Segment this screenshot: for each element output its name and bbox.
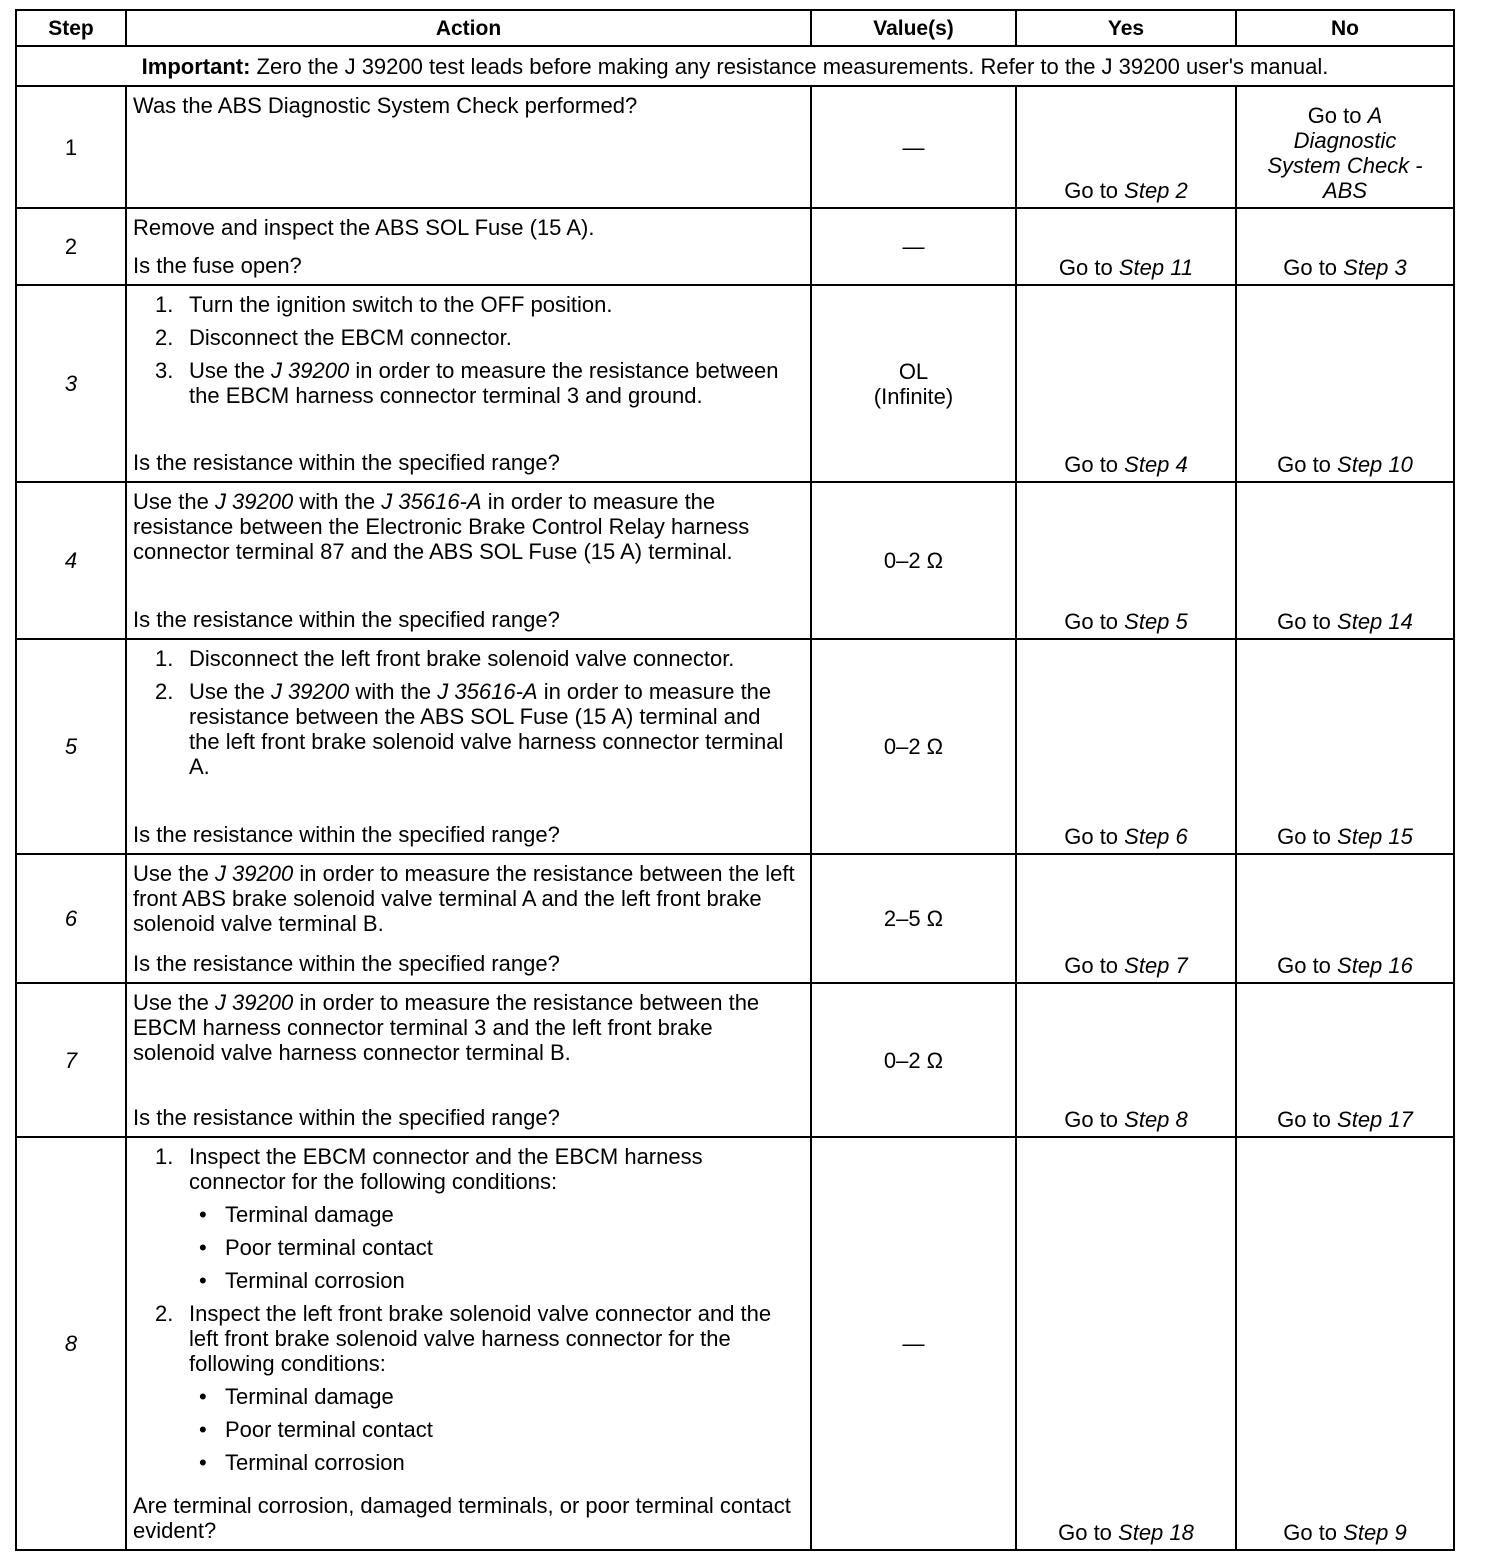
action-cell xyxy=(126,854,811,983)
step-reference: J 39200 xyxy=(270,679,350,704)
header-row xyxy=(16,10,1454,46)
value-cell xyxy=(811,983,1016,1137)
header-yes: Yes xyxy=(1016,10,1236,46)
item-text xyxy=(225,1450,405,1475)
important-note xyxy=(16,46,1454,86)
question-text xyxy=(133,1493,796,1543)
step-index: 3. xyxy=(155,358,174,383)
yes-action[interactable] xyxy=(1016,86,1236,208)
value-cell xyxy=(811,854,1016,983)
step-number: 8 xyxy=(16,1137,126,1550)
header-action: Action xyxy=(126,10,811,46)
table-row xyxy=(16,482,1454,639)
numbered-step xyxy=(155,679,796,779)
item-text xyxy=(189,679,796,779)
text-run: Is the fuse open? xyxy=(133,253,302,278)
text-run: Go to xyxy=(1064,178,1125,203)
step-reference: Step 5 xyxy=(1124,609,1188,634)
step-reference: Step 10 xyxy=(1337,452,1413,477)
step-index: 1. xyxy=(155,646,174,671)
action-content xyxy=(127,855,810,982)
step-reference: Step 18 xyxy=(1118,1520,1194,1545)
text-run: in order to measure the resistance between the left front ABS brake solenoid valve terminal A and the left front brake solenoid valve terminal B. xyxy=(133,861,795,936)
step-reference: Step 7 xyxy=(1124,953,1188,978)
step-reference: Step 2 xyxy=(1124,178,1188,203)
text-run: in order to measure the resistance between the EBCM harness connector terminal 3 and the left front brake solenoid valve harness connector terminal B. xyxy=(133,990,760,1065)
text-run: Is the resistance within the specified range? xyxy=(133,822,560,847)
bullet-item xyxy=(199,1450,796,1475)
value-cell xyxy=(811,1137,1016,1550)
value-text: OL xyxy=(898,358,929,384)
bullet-icon: • xyxy=(199,1202,207,1227)
text-run: Use the xyxy=(133,489,215,514)
action-cell xyxy=(126,86,811,208)
action-content xyxy=(127,286,810,481)
step-index: 1. xyxy=(155,292,174,317)
step-reference: J 35616-A xyxy=(381,489,482,514)
instruction-text xyxy=(133,861,796,936)
question-text xyxy=(133,253,796,278)
text-run: Go to xyxy=(1064,953,1125,978)
bullet-item xyxy=(199,1202,796,1227)
numbered-step xyxy=(155,292,796,317)
action-content xyxy=(127,640,810,853)
no-action[interactable] xyxy=(1236,854,1454,983)
question-text xyxy=(133,450,796,475)
action-content xyxy=(127,984,810,1136)
item-text xyxy=(189,325,512,350)
value-text: 0–2 Ω xyxy=(883,734,944,759)
text-run: Go to xyxy=(1058,1520,1119,1545)
item-text xyxy=(225,1417,433,1442)
important-row xyxy=(16,46,1454,86)
bullet-item xyxy=(199,1417,796,1442)
step-reference: A Diagnostic System Check - ABS xyxy=(1267,103,1423,203)
no-action[interactable] xyxy=(1236,285,1454,482)
text-run: Use the xyxy=(133,990,215,1015)
action-cell xyxy=(126,1137,811,1550)
value-text: 0–2 Ω xyxy=(883,1047,944,1073)
item-text xyxy=(189,358,796,408)
yes-action[interactable] xyxy=(1016,983,1236,1137)
text-run: Go to xyxy=(1064,609,1125,634)
step-number: 4 xyxy=(16,482,126,639)
text-run: with the xyxy=(293,489,382,514)
text-run: Was the ABS Diagnostic System Check performed? xyxy=(133,93,638,118)
step-reference: J 39200 xyxy=(214,489,294,514)
text-run: Go to xyxy=(1307,103,1368,128)
text-run: Go to xyxy=(1058,255,1119,280)
table-row xyxy=(16,285,1454,482)
instruction-text xyxy=(133,489,796,564)
table-row xyxy=(16,208,1454,285)
text-run: Remove and inspect the ABS SOL Fuse (15 A). xyxy=(133,215,595,240)
no-action[interactable] xyxy=(1236,639,1454,854)
text-run: Are terminal corrosion, damaged terminals, or poor terminal contact evident? xyxy=(133,1493,791,1543)
step-reference: Step 16 xyxy=(1337,953,1413,978)
important-label: Important: xyxy=(141,53,251,79)
bullet-icon: • xyxy=(199,1235,207,1260)
step-reference: Step 17 xyxy=(1337,1107,1413,1132)
no-action[interactable] xyxy=(1236,1137,1454,1550)
text-run: in order to measure the resistance between the EBCM harness connector terminal 3 and ground. xyxy=(189,358,779,408)
value-text: — xyxy=(902,134,925,160)
text-run: Is the resistance within the specified range? xyxy=(133,951,560,976)
no-action[interactable] xyxy=(1236,983,1454,1137)
item-text xyxy=(225,1202,394,1227)
instruction-text xyxy=(133,215,796,240)
table-row xyxy=(16,1137,1454,1550)
question-text xyxy=(133,607,796,632)
bullet-item xyxy=(199,1235,796,1260)
text-run: Terminal corrosion xyxy=(225,1450,405,1475)
header-no: No xyxy=(1236,10,1454,46)
item-text xyxy=(225,1235,433,1260)
action-content xyxy=(127,209,810,284)
yes-action[interactable] xyxy=(1016,639,1236,854)
table-row xyxy=(16,854,1454,983)
text-run: Is the resistance within the specified range? xyxy=(133,1105,560,1130)
text-run: Poor terminal contact xyxy=(225,1417,433,1442)
numbered-step xyxy=(155,646,796,671)
item-text xyxy=(189,1144,796,1194)
text-run: Go to xyxy=(1064,452,1125,477)
value-cell xyxy=(811,285,1016,482)
action-cell xyxy=(126,285,811,482)
action-cell xyxy=(126,482,811,639)
action-cell xyxy=(126,639,811,854)
yes-action[interactable] xyxy=(1016,854,1236,983)
no-action[interactable] xyxy=(1236,482,1454,639)
item-text xyxy=(225,1384,394,1409)
step-reference: Step 6 xyxy=(1124,824,1188,849)
bullet-icon: • xyxy=(199,1384,207,1409)
bullet-item xyxy=(199,1384,796,1409)
step-index: 2. xyxy=(155,325,174,350)
yes-action[interactable] xyxy=(1016,208,1236,285)
text-run: Use the xyxy=(133,861,215,886)
step-reference: Step 9 xyxy=(1343,1520,1407,1545)
no-action[interactable] xyxy=(1236,86,1454,208)
numbered-step xyxy=(155,1301,796,1376)
text-run: Go to xyxy=(1277,609,1338,634)
table-row xyxy=(16,86,1454,208)
text-run: Terminal corrosion xyxy=(225,1268,405,1293)
table-row xyxy=(16,639,1454,854)
important-text: Zero the J 39200 test leads before making any resistance measurements. Refer to the J 39200 user's manual. xyxy=(250,53,1329,79)
header-values: Value(s) xyxy=(811,10,1016,46)
numbered-step xyxy=(155,325,796,350)
text-run: Go to xyxy=(1277,824,1338,849)
text-run: Go to xyxy=(1277,953,1338,978)
instruction-text xyxy=(133,93,796,118)
step-reference: Step 4 xyxy=(1124,452,1188,477)
text-run: Terminal damage xyxy=(225,1202,394,1227)
text-run: Go to xyxy=(1283,1520,1344,1545)
bullet-icon: • xyxy=(199,1268,207,1293)
text-run: Inspect the left front brake solenoid valve connector and the left front brake solenoid valve harness connector for the following conditions: xyxy=(189,1301,772,1376)
step-reference: J 35616-A xyxy=(437,679,538,704)
question-text xyxy=(133,822,796,847)
step-reference: Step 11 xyxy=(1118,255,1194,280)
action-content xyxy=(127,1138,810,1549)
value-text: 2–5 Ω xyxy=(883,906,944,931)
item-text xyxy=(225,1268,405,1293)
text-run: Use the xyxy=(189,358,271,383)
step-number: 3 xyxy=(16,285,126,482)
step-reference: Step 3 xyxy=(1343,255,1407,280)
text-run: Inspect the EBCM connector and the EBCM harness connector for the following conditions: xyxy=(189,1144,703,1194)
step-reference: J 39200 xyxy=(214,990,294,1015)
bullet-icon: • xyxy=(199,1450,207,1475)
text-run: in order to measure the resistance between the ABS SOL Fuse (15 A) terminal and the left front brake solenoid valve harness connector terminal A. xyxy=(189,679,784,779)
value-cell xyxy=(811,482,1016,639)
yes-action[interactable] xyxy=(1016,482,1236,639)
value-text: — xyxy=(902,1331,925,1356)
step-number: 2 xyxy=(16,208,126,285)
question-text xyxy=(133,951,796,976)
text-run: with the xyxy=(349,679,438,704)
instruction-text xyxy=(133,990,796,1065)
text-run: Disconnect the EBCM connector. xyxy=(189,325,512,350)
step-index: 1. xyxy=(155,1144,174,1169)
step-number: 1 xyxy=(16,86,126,208)
value-text: 0–2 Ω xyxy=(883,548,944,573)
action-content xyxy=(127,87,810,207)
text-run: Disconnect the left front brake solenoid valve connector. xyxy=(189,646,735,671)
value-text: — xyxy=(902,234,925,259)
action-content xyxy=(127,483,810,638)
step-reference: Step 14 xyxy=(1337,609,1413,634)
item-text xyxy=(189,1301,796,1376)
text-run: Go to xyxy=(1283,255,1344,280)
action-cell xyxy=(126,208,811,285)
item-text xyxy=(189,646,734,671)
header-step: Step xyxy=(16,10,126,46)
step-index: 2. xyxy=(155,1301,174,1326)
no-action[interactable] xyxy=(1236,208,1454,285)
bullet-item xyxy=(199,1268,796,1293)
step-reference: Step 15 xyxy=(1337,824,1413,849)
yes-action[interactable] xyxy=(1016,285,1236,482)
step-reference: Step 8 xyxy=(1124,1107,1188,1132)
table-row xyxy=(16,983,1454,1137)
text-run: Use the xyxy=(189,679,271,704)
text-run: Go to xyxy=(1064,824,1125,849)
text-run: Go to xyxy=(1277,452,1338,477)
text-run: Go to xyxy=(1064,1107,1125,1132)
value-cell xyxy=(811,639,1016,854)
text-run: Is the resistance within the specified range? xyxy=(133,607,560,632)
value-cell xyxy=(811,86,1016,208)
yes-action[interactable] xyxy=(1016,1137,1236,1550)
step-reference: J 39200 xyxy=(270,358,350,383)
step-number: 6 xyxy=(16,854,126,983)
question-text xyxy=(133,1105,796,1130)
text-run: Terminal damage xyxy=(225,1384,394,1409)
value-cell xyxy=(811,208,1016,285)
diagnostic-table xyxy=(15,9,1455,1551)
step-number: 7 xyxy=(16,983,126,1137)
value-text: (Infinite) xyxy=(873,383,954,409)
item-text xyxy=(189,292,613,317)
step-number: 5 xyxy=(16,639,126,854)
text-run: Poor terminal contact xyxy=(225,1235,433,1260)
step-reference: J 39200 xyxy=(214,861,294,886)
step-index: 2. xyxy=(155,679,174,704)
text-run: in order to measure the resistance between the Electronic Brake Control Relay harness connector terminal 87 and the ABS SOL Fuse (15 A) terminal. xyxy=(133,489,750,564)
bullet-icon: • xyxy=(199,1417,207,1442)
text-run: Turn the ignition switch to the OFF position. xyxy=(189,292,613,317)
action-cell xyxy=(126,983,811,1137)
numbered-step xyxy=(155,1144,796,1194)
text-run: Go to xyxy=(1277,1107,1338,1132)
text-run: Is the resistance within the specified range? xyxy=(133,450,560,475)
numbered-step xyxy=(155,358,796,408)
